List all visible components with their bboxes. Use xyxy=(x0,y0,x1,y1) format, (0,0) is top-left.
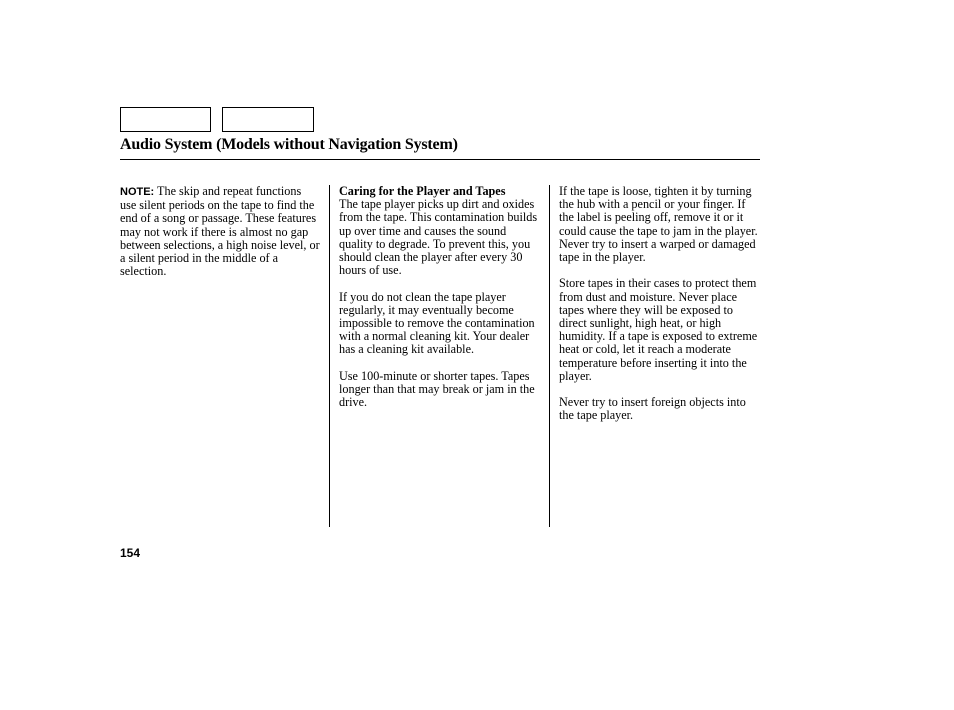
text-column-3 xyxy=(559,185,762,436)
column-divider xyxy=(549,185,550,527)
note-paragraph xyxy=(120,185,320,278)
paragraph: Use 100-minute or shorter tapes. Tapes longer than that may break or jam in the drive. xyxy=(339,368,535,410)
caring-section xyxy=(339,185,541,277)
section-nav-tab[interactable] xyxy=(222,107,314,132)
title-divider xyxy=(120,159,760,160)
page-number: 154 xyxy=(120,546,141,560)
section-nav-tab[interactable] xyxy=(120,107,211,132)
paragraph: Never try to insert foreign objects into the tape player. xyxy=(559,395,746,423)
paragraph: The tape player picks up dirt and oxides from the tape. This contamination builds up over time and causes the sound quality to degrade. To prevent this, you should clean the player after every 30 hours of use. xyxy=(339,197,538,278)
paragraph: If the tape is loose, tighten it by turning the hub with a pencil or your finger. If the label is peeling off, remove it or it could cause the tape to jam in the player. Never try to insert a warped or damaged tape in the player. xyxy=(559,184,758,265)
paragraph: Store tapes in their cases to protect them from dust and moisture. Never place tapes where they will be exposed to direct sunlight, high heat, or high humidity. If a tape is exposed to extreme heat or cold, let it reach a moderate temperature before inserting it into the player. xyxy=(559,276,758,383)
text-column-2 xyxy=(339,185,541,423)
section-heading: Caring for the Player and Tapes xyxy=(339,184,506,198)
column-divider xyxy=(329,185,330,527)
note-text: The skip and repeat functions use silent periods on the tape to find the end of a song or passage. These features may not work if there is almost no gap between selections, a high noise level, or a silent period in the middle of a selection. xyxy=(120,184,320,279)
text-column-1 xyxy=(120,185,320,292)
note-label: NOTE: xyxy=(120,186,155,198)
paragraph: If you do not clean the tape player regularly, it may eventually become impossible to remove the contamination with a normal cleaning kit. Your dealer has a cleaning kit available. xyxy=(339,289,535,357)
page-title: Audio System (Models without Navigation System) xyxy=(120,136,458,153)
